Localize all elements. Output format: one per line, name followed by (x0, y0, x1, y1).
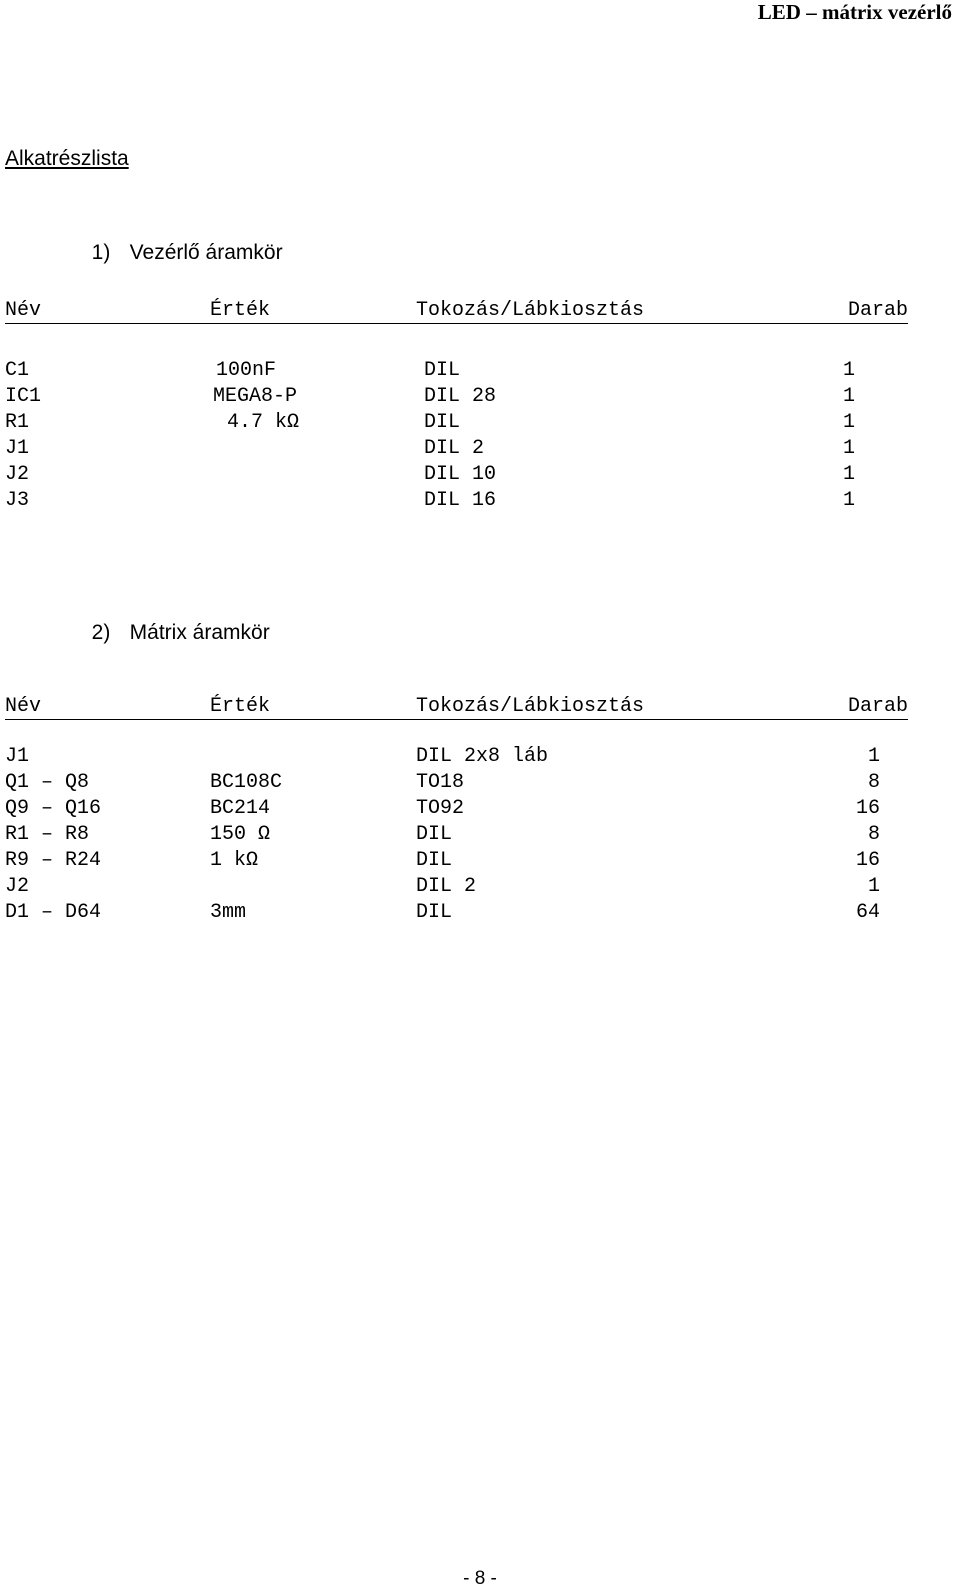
cell-package: DIL 2 (416, 875, 477, 898)
section-2-label: Mátrix áramkör (129, 621, 270, 644)
table-row (5, 796, 908, 822)
cell-value: 3mm (210, 901, 247, 924)
cell-name: J1 (5, 745, 30, 768)
table-row (5, 488, 908, 514)
page-title: Alkatrészlista (5, 147, 129, 170)
cell-qty: 1 (843, 437, 856, 460)
cell-name: J2 (5, 463, 30, 486)
column-header-qty: Darab (847, 695, 908, 718)
cell-name: Q1 – Q8 (5, 771, 90, 794)
table-row (5, 462, 908, 488)
section-2-number: 2) (91, 621, 111, 644)
table-row (5, 384, 908, 410)
cell-qty: 8 (867, 771, 880, 794)
table-row (5, 874, 908, 900)
cell-value: BC214 (210, 797, 271, 820)
column-header-qty: Darab (847, 299, 908, 322)
cell-name: C1 (5, 359, 30, 382)
cell-name: D1 – D64 (5, 901, 102, 924)
cell-value: 100nF (216, 359, 277, 382)
cell-package: DIL 10 (424, 463, 497, 486)
table-row (5, 900, 908, 926)
cell-qty: 1 (843, 411, 856, 434)
cell-name: J2 (5, 875, 30, 898)
cell-package: DIL (416, 849, 453, 872)
table-row (5, 822, 908, 848)
table-row (5, 410, 908, 436)
cell-qty: 64 (855, 901, 880, 924)
cell-qty: 16 (855, 797, 880, 820)
table-1-header (5, 299, 908, 324)
table-row (5, 744, 908, 770)
cell-qty: 1 (843, 489, 856, 512)
cell-package: DIL 28 (424, 385, 497, 408)
cell-package: DIL 2 (424, 437, 485, 460)
cell-value: 150 Ω (210, 823, 271, 846)
cell-qty: 1 (867, 875, 880, 898)
table-1-rows (5, 358, 908, 514)
cell-package: TO18 (416, 771, 465, 794)
cell-value: BC108C (210, 771, 283, 794)
cell-name: R1 (5, 411, 30, 434)
page-number: - 8 - (463, 1568, 497, 1589)
cell-package: DIL 2x8 láb (416, 745, 549, 768)
table-2-rows (5, 744, 908, 926)
column-header-name: Név (5, 695, 42, 718)
running-header: LED – mátrix vezérlő (757, 0, 952, 24)
cell-package: TO92 (416, 797, 465, 820)
table-row (5, 848, 908, 874)
table-row (5, 770, 908, 796)
cell-package: DIL (416, 901, 453, 924)
cell-value: 1 kΩ (210, 849, 259, 872)
section-1-number: 1) (91, 241, 111, 264)
cell-package: DIL 16 (424, 489, 497, 512)
cell-name: R1 – R8 (5, 823, 90, 846)
cell-qty: 1 (867, 745, 880, 768)
column-header-package: Tokozás/Lábkiosztás (416, 299, 645, 322)
column-header-value: Érték (210, 299, 271, 322)
table-2-header (5, 695, 908, 720)
cell-name: J1 (5, 437, 30, 460)
cell-name: IC1 (5, 385, 42, 408)
table-row (5, 436, 908, 462)
cell-name: R9 – R24 (5, 849, 102, 872)
column-header-name: Név (5, 299, 42, 322)
section-2-heading (80, 594, 270, 646)
cell-qty: 1 (843, 385, 856, 408)
column-header-package: Tokozás/Lábkiosztás (416, 695, 645, 718)
column-header-value: Érték (210, 695, 271, 718)
cell-package: DIL (424, 411, 461, 434)
section-1-heading (80, 214, 283, 266)
cell-qty: 1 (843, 463, 856, 486)
cell-qty: 16 (855, 849, 880, 872)
table-row (5, 358, 908, 384)
cell-name: J3 (5, 489, 30, 512)
cell-value: 4.7 kΩ (227, 411, 300, 434)
section-1-label: Vezérlő áramkör (129, 241, 283, 264)
cell-package: DIL (424, 359, 461, 382)
cell-value: MEGA8-P (213, 385, 298, 408)
cell-qty: 1 (843, 359, 856, 382)
cell-qty: 8 (867, 823, 880, 846)
cell-name: Q9 – Q16 (5, 797, 102, 820)
cell-package: DIL (416, 823, 453, 846)
